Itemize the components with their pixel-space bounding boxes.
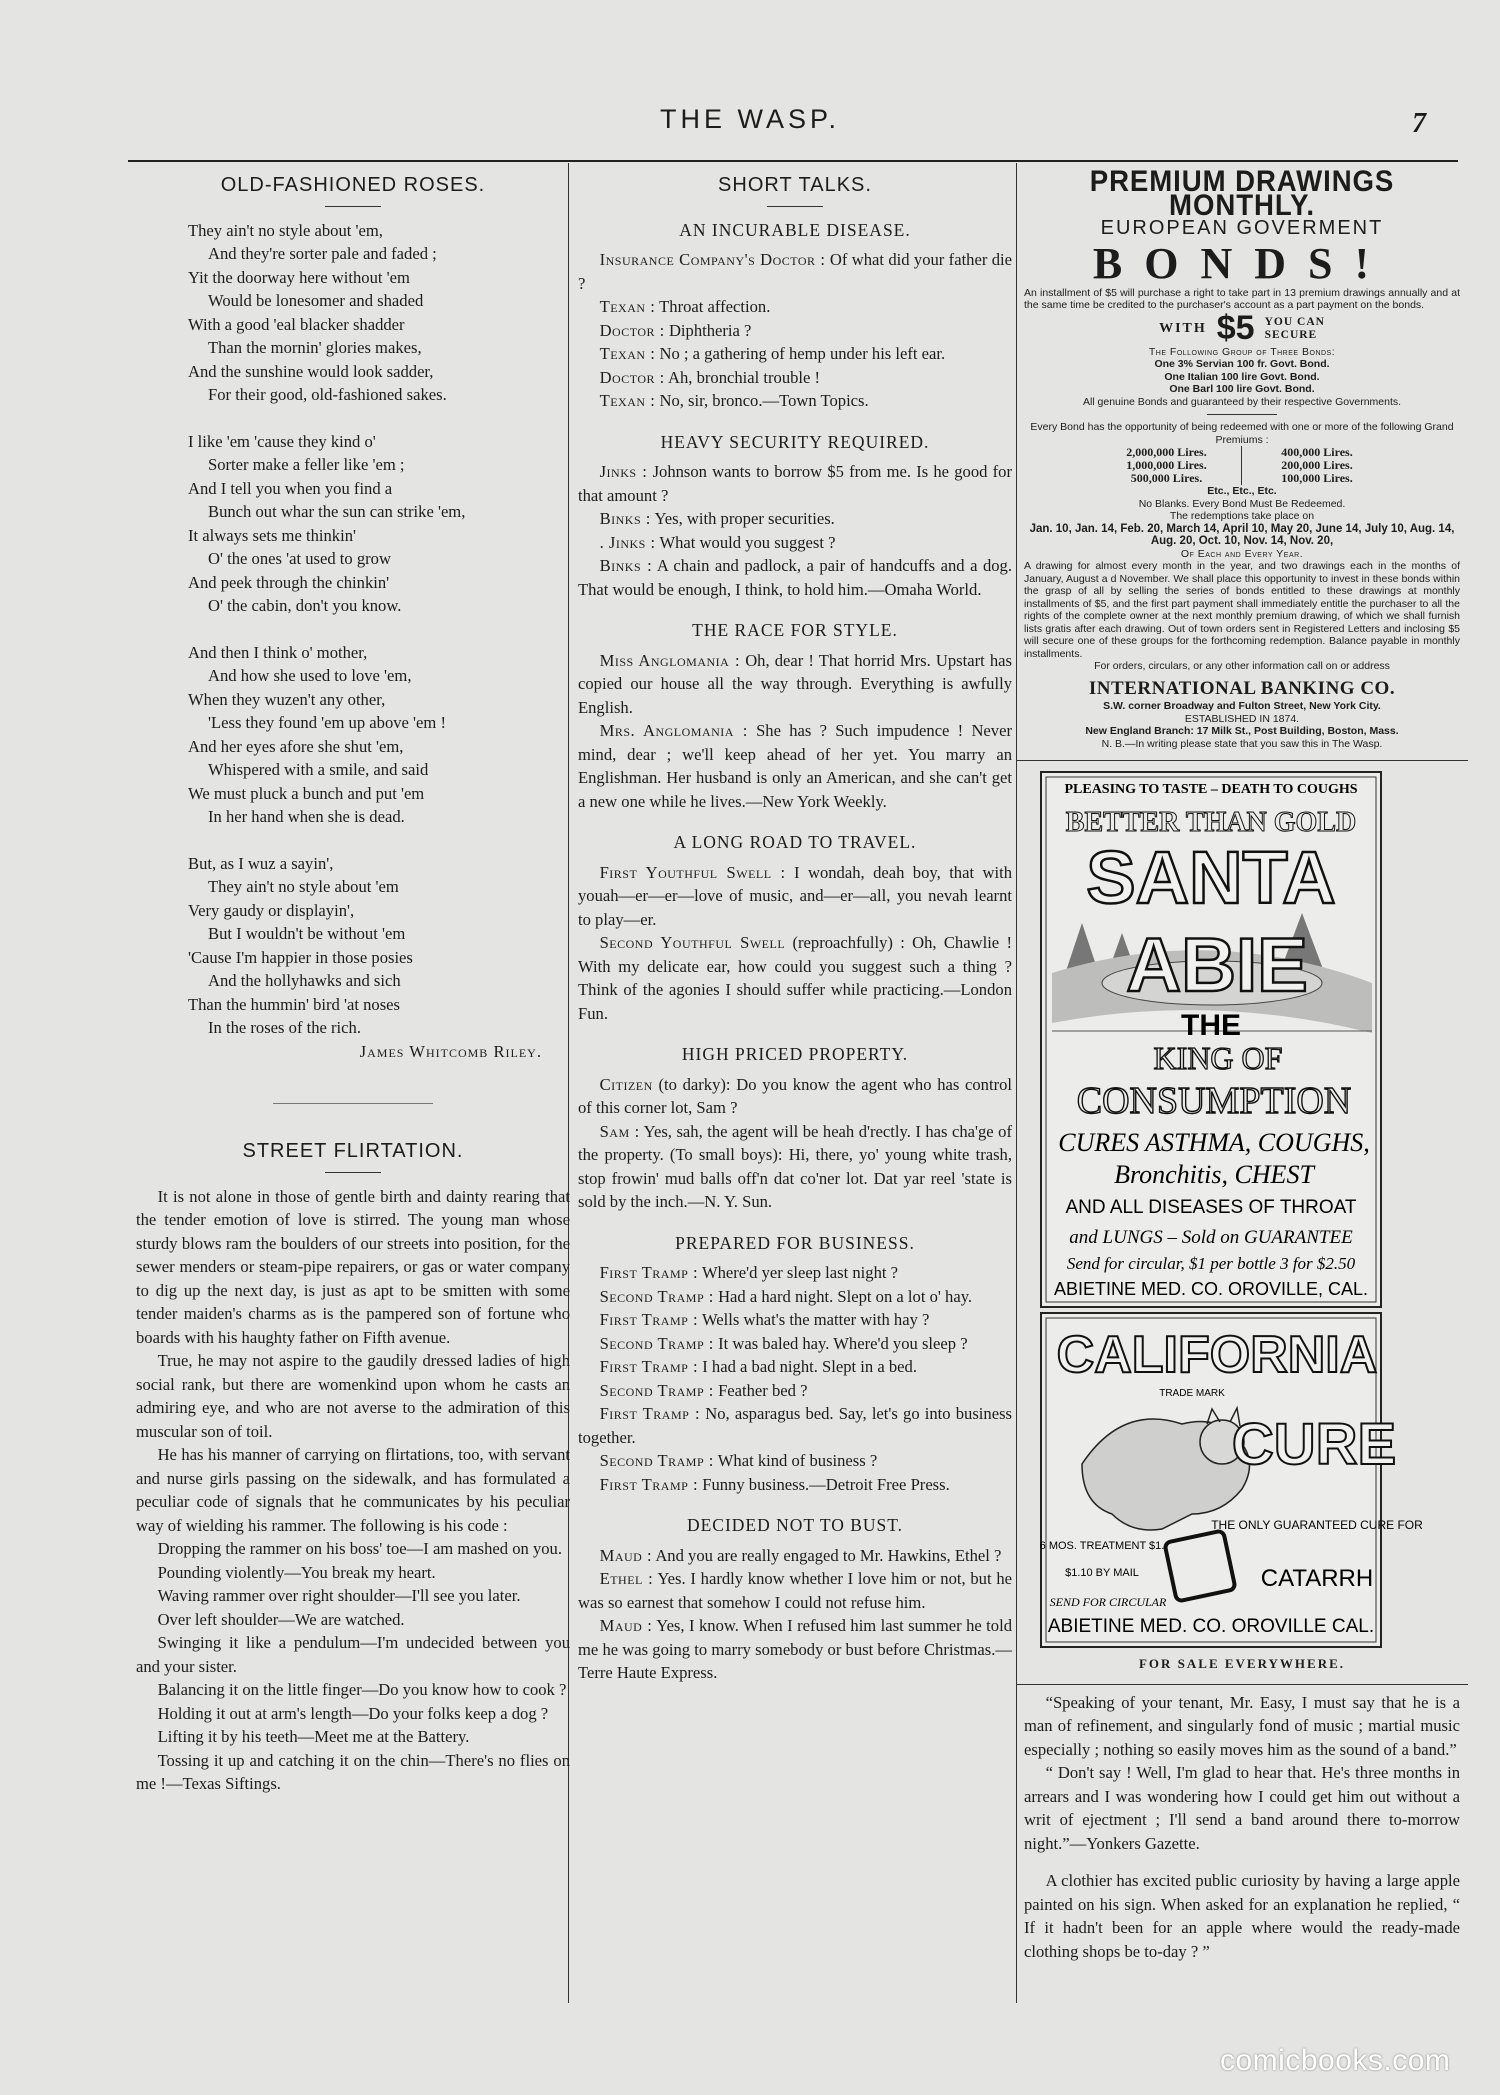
- poem-line: O' the ones 'at used to grow: [208, 549, 391, 568]
- paragraph: Pounding violently—You break my heart.: [157, 1562, 436, 1582]
- speech: What would you suggest ?: [659, 532, 836, 552]
- paragraph: Lifting it by his teeth—Meet me at the Battery.: [157, 1727, 470, 1746]
- dialogue-line: [578, 554, 1012, 601]
- section-heading: HEAVY SECURITY REQUIRED.: [660, 431, 930, 452]
- poem-line: Would be lonesomer and shaded: [208, 291, 424, 310]
- article-body: [136, 1185, 570, 1796]
- ad-lires-item: 200,000 Lires.: [1281, 458, 1353, 472]
- for-sale: FOR SALE EVERYWHERE.: [1138, 1656, 1346, 1671]
- poem-line: With a good 'eal blacker shadder: [188, 314, 405, 334]
- poem-line: And then I think o' mother,: [188, 642, 368, 662]
- ad-every-bond: Every Bond has the opportunity of being redeemed with one or more of the following Grand Premiums :: [1030, 421, 1454, 446]
- santa-lungs: and LUNGS – Sold on GUARANTEE: [1069, 1227, 1353, 1248]
- santa-king: KING OF: [1153, 1040, 1283, 1076]
- ad-dates: Jan. 10, Jan. 14, Feb. 20, March 14, April 10, May 20, June 14, July 10, Aug. 14, Aug. 20, Oct. 10, Nov. 14, Nov. 20,: [1029, 522, 1455, 547]
- ad-intro: An installment of $5 will purchase a right to take part in 13 premium drawings annually and at the same time be credited to the purchaser's account as a part payment on the bonds.: [1024, 286, 1460, 311]
- speaker: Texan :: [599, 344, 656, 363]
- calif-only: THE ONLY GUARANTEED CURE FOR: [1211, 1518, 1423, 1532]
- dialogue-line: [578, 1261, 1012, 1285]
- title-rule: [325, 1172, 381, 1173]
- poem-line: Sorter make a feller like 'em ;: [208, 455, 405, 474]
- speech: Johnson wants to borrow $5 from me. Is he good for that amount ?: [578, 462, 1012, 505]
- poem-author: James Whitcomb Riley.: [359, 1041, 542, 1061]
- section-heading: A LONG ROAD TO TRAVEL.: [673, 832, 917, 852]
- dialogue-line: [578, 319, 1012, 343]
- poem-stanza: [188, 852, 570, 1040]
- paragraph: Holding it out at arm's length—Do your folks keep a dog ?: [157, 1703, 549, 1723]
- ad-lires-item: 400,000 Lires.: [1281, 445, 1353, 459]
- separator: [273, 1103, 433, 1104]
- ad-group-heading: The Following Group of Three Bonds:: [1148, 345, 1336, 358]
- santa-the: THE: [1181, 1009, 1241, 1042]
- dialogue-line: [578, 248, 1012, 295]
- calif-title: CALIFORNIA: [1056, 1326, 1378, 1384]
- poem-line: And her eyes afore she shut 'em,: [188, 736, 404, 756]
- ad-divider: [1016, 760, 1468, 761]
- article-title: STREET FLIRTATION.: [242, 1140, 464, 1162]
- santa-dis: AND ALL DISEASES OF THROAT: [1065, 1197, 1357, 1218]
- speaker: Second Tramp :: [599, 1333, 714, 1353]
- dialogue-line: [578, 342, 1012, 366]
- santa-abie-illustration: [1042, 773, 1380, 1306]
- speaker: Citizen: [599, 1074, 653, 1094]
- speaker: First Tramp :: [599, 1263, 699, 1282]
- speaker: Miss Anglomania :: [599, 650, 741, 670]
- poem-line: Very gaudy or displayin',: [188, 900, 355, 920]
- speaker: Ethel :: [599, 1569, 654, 1588]
- dialogue-line: [578, 1355, 1012, 1379]
- paragraph: Swinging it like a pendulum—I'm undecided between you and your sister.: [136, 1633, 570, 1676]
- poem-line: In the roses of the rich.: [208, 1018, 361, 1037]
- section-heading: THE RACE FOR STYLE.: [692, 620, 898, 640]
- speaker: Maud :: [599, 1545, 653, 1565]
- poem-line: 'Less they found 'em up above 'em !: [208, 713, 446, 732]
- right-column-articles: [1024, 1691, 1460, 1964]
- ad-bonds: BONDS!: [1092, 238, 1392, 288]
- paragraph: Dropping the rammer on his boss' toe—I am mashed on you.: [157, 1539, 562, 1558]
- paragraph: He has his manner of carrying on flirtations, too, with servant and nurse girls passing on the sidewalk, and has formulated a peculiar code of signals that he communicates by his peculiar way of wielding his rammer. The following is his code :: [136, 1445, 570, 1535]
- paragraph: Tossing it up and catching it on the chin—There's no flies on me !—Texas Siftings.: [136, 1750, 570, 1793]
- ad-nb: N. B.—In writing please state that you saw this in The Wasp.: [1101, 737, 1383, 750]
- speaker: First Tramp :: [599, 1404, 701, 1423]
- short-talks: [578, 219, 1012, 1685]
- paragraph: It is not alone in those of gentle birth and dainty rearing that the tender emotion of love is stirred. The young man whose sturdy blows ram the boulders of our streets into position, for the sewer menders or steam-pipe repairers, or gas or water company to dig up the next day, is just as apt to be smitten with some tender maiden's charms as is the pampered son of fortune who boards with his haughty father on Fifth avenue.: [136, 1186, 570, 1347]
- california-cure-illustration: [1039, 1314, 1423, 1646]
- speaker: Insurance Company's Doctor :: [599, 250, 826, 269]
- speech: Had a hard night. Slept on a lot o' hay.: [718, 1286, 973, 1306]
- poem-line: And they're sorter pale and faded ;: [208, 244, 437, 263]
- dialogue-line: [578, 1073, 1012, 1120]
- section-heading: HIGH PRICED PROPERTY.: [681, 1044, 909, 1064]
- dialogue-line: [578, 1308, 1012, 1332]
- poem-line: And the hollyhawks and sich: [208, 971, 401, 990]
- page-number: 7: [1412, 108, 1426, 139]
- ad-group-item: One Barl 100 lire Govt. Bond.: [1169, 383, 1315, 395]
- ad-genuine: All genuine Bonds and guaranteed by their respective Governments.: [1082, 395, 1402, 408]
- speech: Ah, bronchial trouble !: [668, 367, 821, 387]
- speech: No, sir, bronco.—Town Topics.: [659, 391, 869, 410]
- santa-co: ABIETINE MED. CO. OROVILLE, CAL.: [1053, 1279, 1369, 1299]
- paragraph: Balancing it on the little finger—Do you know how to cook ?: [157, 1680, 567, 1699]
- santa-consumption: CONSUMPTION: [1076, 1080, 1352, 1122]
- speaker: Binks :: [599, 556, 653, 575]
- dialogue-line: [578, 1332, 1012, 1356]
- calif-co: ABIETINE MED. CO. OROVILLE CAL.: [1047, 1616, 1375, 1637]
- speaker: . Jinks :: [599, 532, 656, 552]
- santa-bron: Bronchitis, CHEST: [1114, 1160, 1314, 1189]
- dialogue-line: [578, 861, 1012, 932]
- ad-group: [1024, 358, 1460, 396]
- santa-abie-ad: [1040, 771, 1382, 1308]
- dialogue-line: [578, 649, 1012, 720]
- santa-brand1: SANTA: [1086, 836, 1336, 919]
- dialogue-line: [578, 1567, 1012, 1614]
- speaker: First Tramp :: [599, 1474, 699, 1494]
- santa-cures: CURES ASTHMA, COUGHS,: [1058, 1128, 1370, 1157]
- speech: Diphtheria ?: [668, 320, 752, 340]
- ad-you-can: YOU CAN SECURE: [1264, 315, 1325, 341]
- poem-line: Yit the doorway here without 'em: [188, 267, 410, 287]
- title-rule: [325, 206, 381, 207]
- speech: And you are really engaged to Mr. Hawkins, Ethel ?: [655, 1545, 1002, 1565]
- ad-price: [1024, 308, 1460, 347]
- poem-line: And I tell you when you find a: [188, 478, 393, 498]
- poem-line: And how she used to love 'em,: [208, 666, 412, 685]
- poem-title: OLD-FASHIONED ROSES.: [220, 174, 486, 196]
- poem-line: O' the cabin, don't you know.: [208, 596, 402, 615]
- speech: Yes, with proper securities.: [654, 509, 835, 528]
- poem-line: They ain't no style about 'em,: [188, 220, 383, 240]
- speech: (reproachfully) : Oh, Chawlie ! With my delicate ear, how could you suggest such a thing ? Think of the agonies I should suffer while practicing.—London Fun.: [578, 933, 1012, 1023]
- paragraph: True, he may not aspire to the gaudily dressed ladies of high social rank, but there are womenkind upon whom he casts an admiring eye, and who are not averse to the admiration of this muscular son of toil.: [136, 1351, 570, 1441]
- poem-line: In her hand when she is dead.: [208, 807, 405, 826]
- dialogue-line: [578, 1544, 1012, 1568]
- santa-top: PLEASING TO TASTE – DEATH TO COUGHS: [1064, 782, 1358, 797]
- speech: Of what did your father die ?: [578, 250, 1012, 293]
- speech: A chain and padlock, a pair of handcuffs and a dog. That would be enough, I think, to hold him.—Omaha World.: [578, 556, 1012, 599]
- speaker: Second Tramp :: [599, 1380, 714, 1400]
- dialogue-line: [578, 531, 1012, 555]
- speaker: Texan :: [599, 391, 656, 410]
- poem-line: And peek through the chinkin': [188, 572, 390, 592]
- dialogue-line: [578, 1285, 1012, 1309]
- speaker: Second Tramp :: [599, 1451, 714, 1470]
- speech: Feather bed ?: [718, 1380, 808, 1400]
- speech: No ; a gathering of hemp under his left ear.: [659, 344, 946, 363]
- dialogue-line: [578, 507, 1012, 531]
- ad-lires-item: 100,000 Lires.: [1281, 471, 1353, 485]
- speech: Wells what's the matter with hay ?: [701, 1310, 930, 1329]
- dialogue-line: [578, 931, 1012, 1025]
- ad-company: INTERNATIONAL BANKING CO.: [1088, 677, 1396, 699]
- ad-no-blanks: No Blanks. Every Bond Must Be Redeemed.: [1138, 497, 1346, 510]
- speaker: First Tramp :: [599, 1357, 699, 1376]
- ad-etc: Etc., Etc., Etc.: [1207, 485, 1277, 497]
- ad-group-item: One Italian 100 lire Govt. Bond.: [1164, 370, 1320, 383]
- ad-branch: New England Branch: 17 Milk St., Post Building, Boston, Mass.: [1085, 725, 1399, 737]
- column-right: [1024, 165, 1460, 1963]
- speaker: Mrs. Anglomania :: [599, 721, 748, 740]
- speech: What kind of business ?: [717, 1451, 878, 1470]
- ad-amount: $5: [1216, 308, 1255, 347]
- poem-line: Whispered with a smile, and said: [208, 760, 429, 779]
- speech: She has ? Such impudence ! Never mind, dear ; we'll keep ahead of her yet. You marry an Englishman. Her husband is only an American, and she can't get a new one while he lives.—New York Weekly.: [578, 721, 1012, 811]
- speaker: First Youthful Swell :: [599, 862, 786, 882]
- speech: It was baled hay. Where'd you sleep ?: [718, 1333, 968, 1353]
- speaker: Texan :: [599, 297, 656, 316]
- ad-lires-item: 1,000,000 Lires.: [1092, 459, 1242, 472]
- paragraph: Over left shoulder—We are watched.: [157, 1609, 405, 1629]
- section-heading: AN INCURABLE DISEASE.: [679, 219, 911, 240]
- calif-tm: TRADE MARK: [1159, 1388, 1225, 1399]
- speech: Where'd yer sleep last night ?: [701, 1263, 898, 1282]
- speaker: Binks :: [599, 509, 651, 528]
- paragraph: “Speaking of your tenant, Mr. Easy, I must say that he is a man of refinement, and singularly fond of music ; martial music especially ; nothing so easily moves him as the sound of a band.”: [1024, 1692, 1460, 1759]
- calif-cure: CURE: [1231, 1412, 1397, 1477]
- poem-line: 'Cause I'm happier in those posies: [188, 947, 413, 967]
- dialogue-line: [578, 1402, 1012, 1449]
- poem-line: We must pluck a bunch and put 'em: [188, 783, 425, 803]
- poem-line: For their good, old-fashioned sakes.: [208, 385, 447, 404]
- speaker: Second Youthful Swell: [599, 933, 786, 952]
- ad-each-year: Of Each and Every Year.: [1180, 547, 1304, 560]
- masthead: THE WASP.: [659, 104, 841, 134]
- ad-subtitle: EUROPEAN GOVERMENT: [1100, 217, 1384, 239]
- speech: Throat affection.: [659, 297, 771, 316]
- speaker: Jinks :: [599, 462, 648, 481]
- calif-send: SEND FOR CIRCULAR: [1049, 1595, 1167, 1609]
- poem-line: And the sunshine would look sadder,: [188, 361, 434, 381]
- poem-line: They ain't no style about 'em: [208, 877, 399, 896]
- dialogue-line: [578, 389, 1012, 413]
- calif-six: 6 MOS. TREATMENT $1.: [1039, 1540, 1165, 1552]
- ad-body: A drawing for almost every month in the year, and two drawings each in the months of January, August a d November. We shall place this opportunity to invest in these bonds within the grasp of all by selling the series of bonds entitled to these drawings at monthly installments of $5, and the first part payment shall immediately entitle the purchaser to all the rights of the complete owner at the next monthly premium drawing, of which we shall furnish lists gratis after each drawing. Out of town orders sent in Registered Letters and inclosing $5 will secure one of these groups for the forthcoming redemption. Balance payable in monthly installments.: [1024, 560, 1460, 660]
- poem-stanza: [188, 430, 570, 618]
- santa-send: Send for circular, $1 per bottle 3 for $2.50: [1066, 1254, 1356, 1273]
- poem-line: Than the mornin' glories makes,: [208, 338, 422, 357]
- poem-stanza: [188, 219, 570, 407]
- dialogue-line: [578, 1379, 1012, 1403]
- poem-line: Than the hummin' bird 'at noses: [188, 994, 400, 1014]
- poem-line: Bunch out whar the sun can strike 'em,: [208, 502, 466, 521]
- section-heading: PREPARED FOR BUSINESS.: [675, 1232, 915, 1253]
- column-divider-2: [1016, 163, 1017, 2003]
- speech: I wondah, deah boy, that with youah—er—er—love of music, and—er—all, you nevah learnt to play—er.: [578, 862, 1012, 929]
- speaker: Doctor :: [599, 367, 665, 387]
- dialogue-line: [578, 460, 1012, 507]
- watermark: comicbooks.com: [1220, 2044, 1451, 2077]
- header-rule: [128, 160, 1458, 162]
- dialogue-line: [578, 1449, 1012, 1473]
- ad-redemptions: The redemptions take place on: [1169, 510, 1315, 522]
- ad-established: ESTABLISHED IN 1874.: [1184, 712, 1300, 725]
- speech: Yes, I know. When I refused him last summer he told me he was going to marry somebody or bust before Christmas.—Terre Haute Express.: [578, 1616, 1012, 1682]
- title-rule: [767, 206, 823, 207]
- speech: Oh, dear ! That horrid Mrs. Upstart has copied our house all the way through. Everything is awfully English.: [578, 650, 1012, 717]
- speaker: Doctor :: [599, 320, 665, 340]
- poem-line: But, as I wuz a sayin',: [188, 853, 334, 873]
- santa-brand2: ABIE: [1126, 923, 1308, 1008]
- speech: Funny business.—Detroit Free Press.: [702, 1474, 950, 1494]
- bond-advertisement: [1024, 165, 1460, 750]
- short-talks-title: SHORT TALKS.: [718, 174, 872, 196]
- speech: I had a bad night. Slept in a bed.: [702, 1357, 917, 1376]
- poem-line: I like 'em 'cause they kind o': [188, 431, 376, 451]
- dialogue-line: [578, 366, 1012, 390]
- paragraph: Waving rammer over right shoulder—I'll see you later.: [157, 1586, 521, 1605]
- column-middle: [578, 170, 1012, 1685]
- calif-mail: $1.10 BY MAIL: [1065, 1567, 1139, 1579]
- dialogue-line: [578, 295, 1012, 319]
- speaker: First Tramp :: [599, 1310, 699, 1329]
- paragraph: A clothier has excited public curiosity by having a large apple painted on his sign. When asked for an explanation he replied, “ If it hadn't been for an apple where would the ready-made clothing shops be to-day ? ”: [1024, 1871, 1460, 1961]
- calif-catarrh: CATARRH: [1260, 1565, 1374, 1592]
- speech: Yes. I hardly know whether I love him or not, but he was so earnest that somehow I could not refuse him.: [578, 1569, 1012, 1612]
- speech: Yes, sah, the agent will be heah d'rectly. I has cha'ge of the property. (To small boys): Hi, there, yo' young white trash, stop frowin' mud balls off'n dat co'ner lot. Dat yar reel 'state is sold by the inch.—N. Y. Sun.: [578, 1121, 1012, 1211]
- poem-line: But I wouldn't be without 'em: [208, 924, 406, 943]
- speaker: Maud :: [599, 1616, 653, 1635]
- column-left: [136, 170, 570, 1796]
- dialogue-line: [578, 1120, 1012, 1214]
- ad-lires-item: 2,000,000 Lires.: [1092, 446, 1242, 459]
- poem: [136, 219, 570, 1040]
- dialogue-line: [578, 1614, 1012, 1685]
- dialogue-line: [578, 1473, 1012, 1497]
- santa-better: BETTER THAN GOLD: [1065, 807, 1357, 838]
- ad-divider: [1016, 1684, 1468, 1685]
- speaker: Second Tramp :: [599, 1286, 714, 1306]
- poem-line: It always sets me thinkin': [188, 525, 356, 545]
- ad-group-item: One 3% Servian 100 fr. Govt. Bond.: [1154, 358, 1330, 370]
- ad-address: S.W. corner Broadway and Fulton Street, New York City.: [1103, 700, 1381, 712]
- paragraph: “ Don't say ! Well, I'm glad to hear that. He's three months in arrears and I was wondering how I could get him out without a writ of ejectment ; I'll send a band around there to-morrow night.”—Yonkers Gazette.: [1024, 1763, 1460, 1853]
- ad-lires-item: 500,000 Lires.: [1092, 472, 1242, 485]
- ad-lires-table: [1092, 446, 1392, 485]
- ad-with: WITH: [1159, 320, 1207, 336]
- ad-for-orders: For orders, circulars, or any other information call on or address: [1094, 660, 1390, 672]
- speaker: Sam :: [599, 1121, 640, 1141]
- dialogue-line: [578, 719, 1012, 813]
- poem-stanza: [188, 641, 570, 829]
- california-cure-ad: [1039, 1312, 1423, 1648]
- speech: (to darky): Do you know the agent who has control of this corner lot, Sam ?: [578, 1074, 1013, 1117]
- section-heading: DECIDED NOT TO BUST.: [686, 1515, 904, 1535]
- ad-rule: [1207, 414, 1277, 415]
- ad-title: PREMIUM DRAWINGS MONTHLY.: [1089, 165, 1395, 222]
- speech: No, asparagus bed. Say, let's go into business together.: [578, 1404, 1012, 1447]
- poem-line: When they wuzen't any other,: [188, 689, 386, 709]
